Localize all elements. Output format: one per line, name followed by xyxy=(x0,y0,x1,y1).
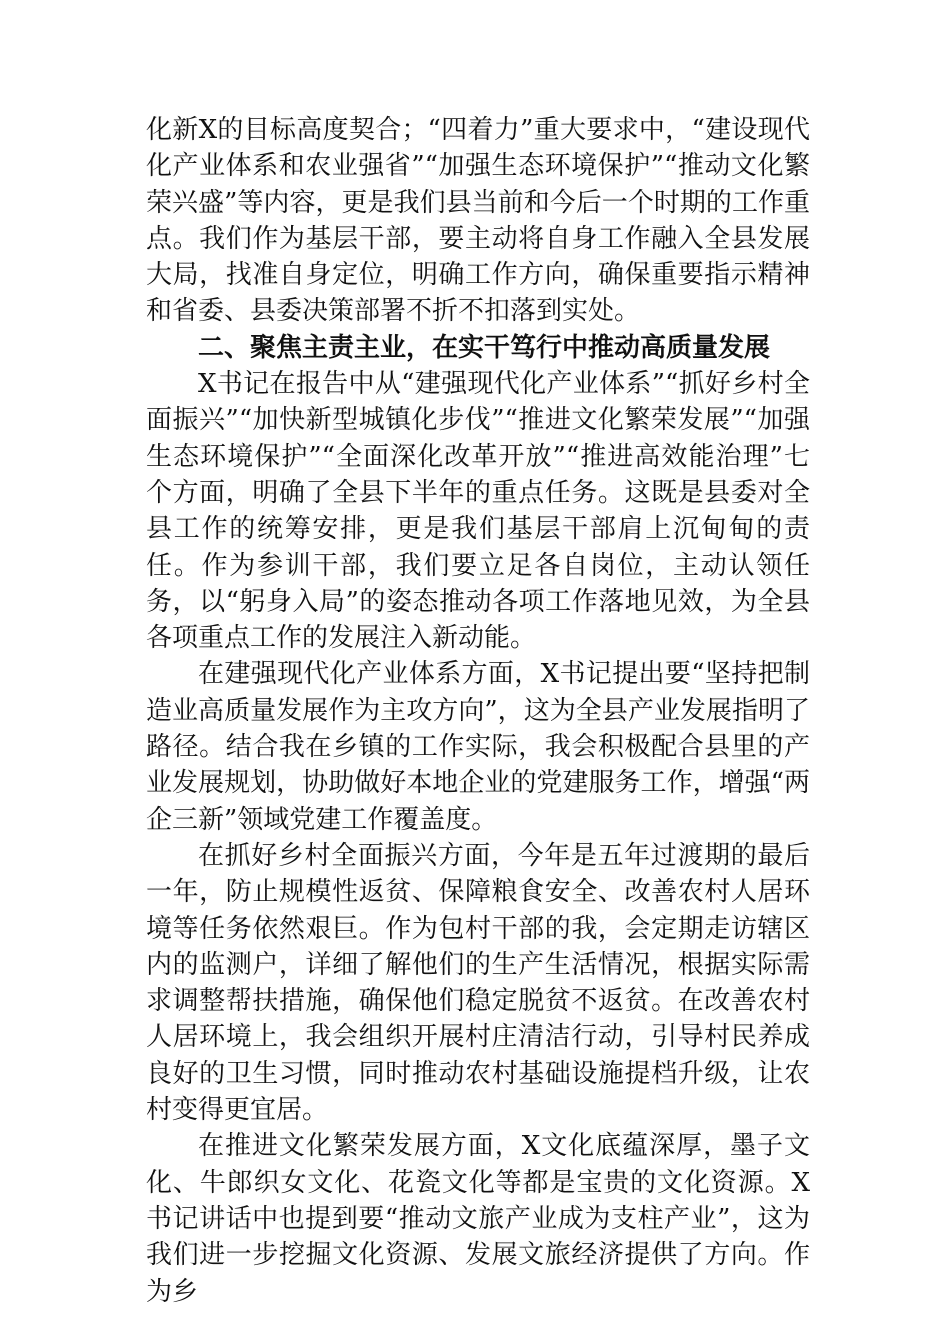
paragraph-continuation: 化新X的目标高度契合；“四着力”重大要求中，“建设现代化产业体系和农业强省”“加强生态环境保护”“推动文化繁荣兴盛”等内容，更是我们县当前和今后一个时期的工作重点。我们作为基层干部，要主动将自身工作融入全县发展大局，找准自身定位，明确工作方向，确保重要指示精神和省委、县委决策部署不折不扣落到实处。 xyxy=(146,115,810,327)
paragraph-key-tasks: X书记在报告中从“建强现代化产业体系”“抓好乡村全面振兴”“加快新型城镇化步伐”“推进文化繁荣发展”“加强生态环境保护”“全面深化改革开放”“推进高效能治理”七个方面，明确了全县下半年的重点任务。这既是县委对全县工作的统筹安排，更是我们基层干部肩上沉甸甸的责任。作为参训干部，我们要立足各自岗位，主动认领任务，以“躬身入局”的姿态推动各项工作落地见效，为全县各项重点工作的发展注入新动能。 xyxy=(146,369,810,654)
paragraph-industry: 在建强现代化产业体系方面，X书记提出要“坚持把制造业高质量发展作为主攻方向”，这为全县产业发展指明了路径。结合我在乡镇的工作实际，我会积极配合县里的产业发展规划，协助做好本地企业的党建服务工作，增强“两企三新”领域党建工作覆盖度。 xyxy=(146,659,810,835)
paragraph-rural-revitalization: 在抓好乡村全面振兴方面，今年是五年过渡期的最后一年，防止规模性返贫、保障粮食安全、改善农村人居环境等任务依然艰巨。作为包村干部的我，会定期走访辖区内的监测户，详细了解他们的生产生活情况，根据实际需求调整帮扶措施，确保他们稳定脱贫不返贫。在改善农村人居环境上，我会组织开展村庄清洁行动，引导村民养成良好的卫生习惯，同时推动农村基础设施提档升级，让农村变得更宜居。 xyxy=(146,840,810,1126)
section-heading: 二、聚焦主责主业，在实干笃行中推动高质量发展 xyxy=(198,332,771,363)
document-page xyxy=(146,112,810,1310)
paragraph-culture: 在推进文化繁荣发展方面，X文化底蕴深厚，墨子文化、牛郎织女文化、花瓷文化等都是宝贵的文化资源。X书记讲话中也提到要“推动文旅产业成为支柱产业”，这为我们进一步挖掘文化资源、发展文旅经济提供了方向。作为乡 xyxy=(146,1131,810,1307)
